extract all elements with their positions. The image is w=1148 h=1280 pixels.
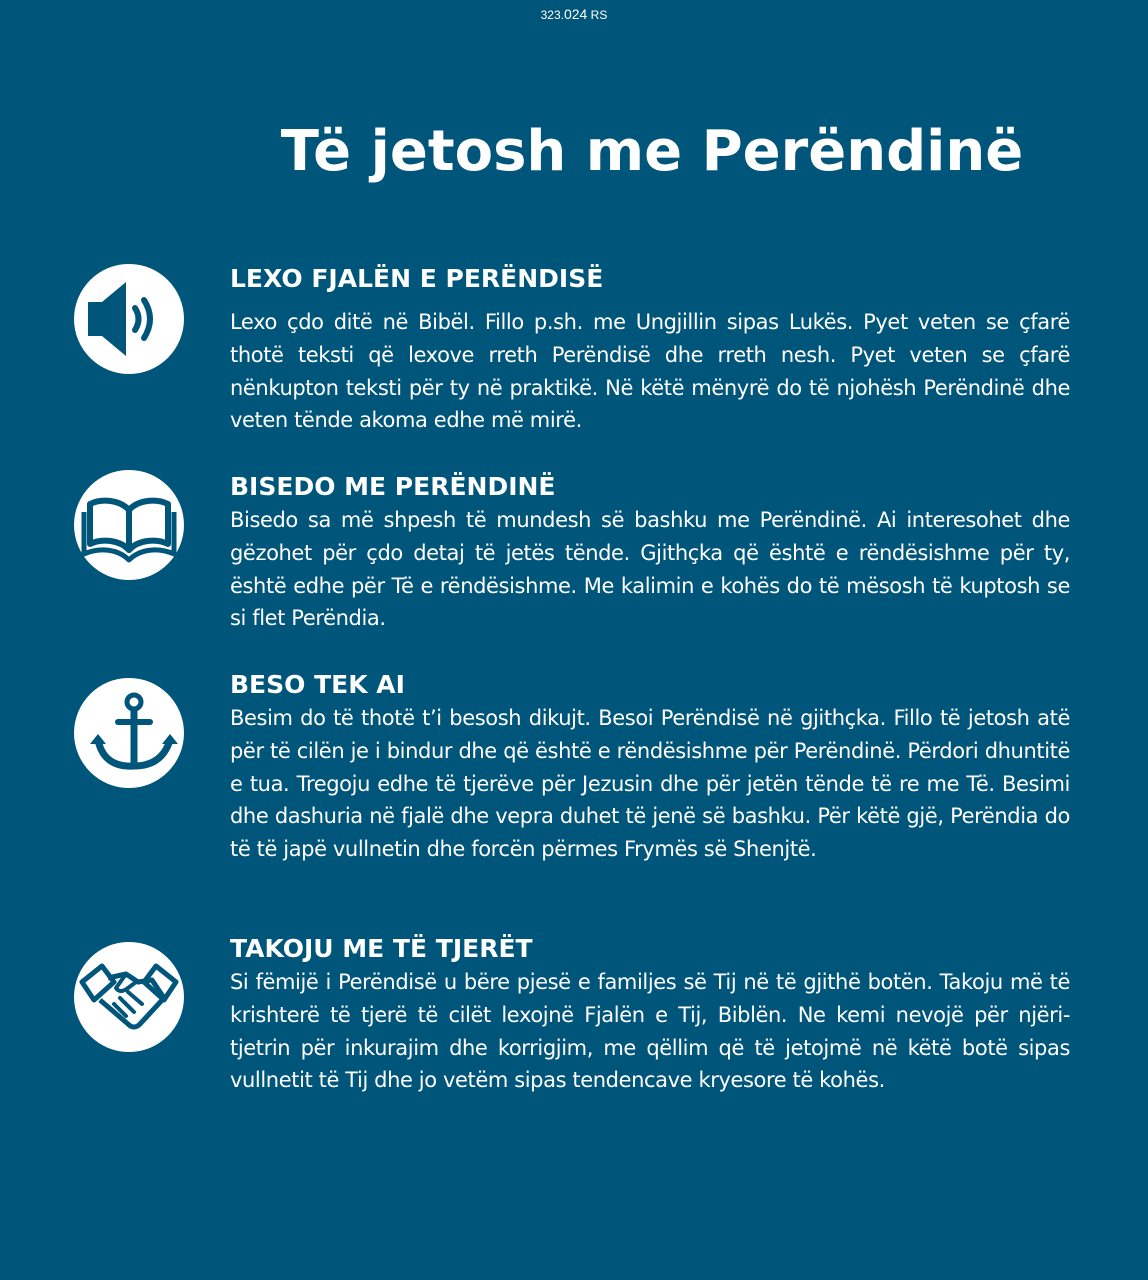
section-meet-others	[230, 932, 1070, 1097]
anchor-icon	[74, 678, 184, 788]
section-text: Besim do të thotë t’i besosh dikujt. Besoi Perëndisë në gjithçka. Fillo të jetosh atë për të cilën je i bindur dhe që është e rëndësishme për Perëndinë. Përdori dhuntitë e tua. Tregoju edhe të tjerëve për Jezusin dhe për jetën tënde të re me Të. Besimi dhe dashuria në fjalë dhe vepra duhet të jenë së bashku. Për këtë gjë, Perëndia do të të japë vullnetin dhe forcën përmes Frymës së Shenjtë.	[230, 706, 1070, 862]
handshake-icon-badge	[74, 942, 184, 1052]
page-title: Të jetosh me Perëndinë	[280, 119, 1024, 184]
section-read-word	[230, 262, 1070, 437]
section-text: Lexo çdo ditë në Bibël. Fillo p.sh. me Ungjillin sipas Lukës. Pyet veten se çfarë thotë teksti që lexove rreth Perëndisë dhe rreth nesh. Pyet veten se çfarë nënkupton teksti për ty në praktikë. Në këtë mënyrë do të njohësh Perëndinë dhe veten tënde akoma edhe më mirë.	[230, 310, 1070, 433]
handshake-icon	[74, 942, 184, 1052]
section-text: Bisedo sa më shpesh të mundesh së bashku me Perëndinë. Ai interesohet dhe gëzohet për çdo detaj të jetës tënde. Gjithçka që është e rëndësishme për ty, është edhe për Të e rëndësishme. Me kalimin e kohës do të mësosh të kuptosh se si flet Perëndia.	[230, 508, 1070, 631]
section-text: Si fëmijë i Perëndisë u bëre pjesë e familjes së Tij në të gjithë botën. Takoju më të krishterë të tjerë të cilët lexojnë Fjalën e Tij, Biblën. Ne kemi nevojë për njëri-tjetrin për inkurajim dhe korrigjim, me qëllim që të jetojmë në këtë botë sipas vullnetit të Tij dhe jo vetëm sipas tendencave kryesore të kohës.	[230, 970, 1070, 1093]
section-talk-with-god	[230, 470, 1070, 635]
speaker-icon-badge	[74, 264, 184, 374]
document-code-number: 024	[563, 6, 588, 22]
section-trust-him	[230, 668, 1070, 866]
section-heading: BESO TEK AI	[230, 670, 405, 699]
speaker-icon	[74, 264, 184, 374]
document-code-prefix: 323.	[540, 8, 564, 22]
section-heading: TAKOJU ME TË TJERËT	[230, 934, 533, 963]
section-heading: LEXO FJALËN E PERËNDISË	[230, 264, 604, 293]
open-book-icon-badge	[74, 470, 184, 580]
document-code-suffix: RS	[587, 8, 608, 22]
anchor-icon-badge	[74, 678, 184, 788]
section-heading: BISEDO ME PERËNDINË	[230, 472, 556, 501]
document-code	[0, 6, 1148, 23]
open-book-icon	[74, 470, 184, 580]
